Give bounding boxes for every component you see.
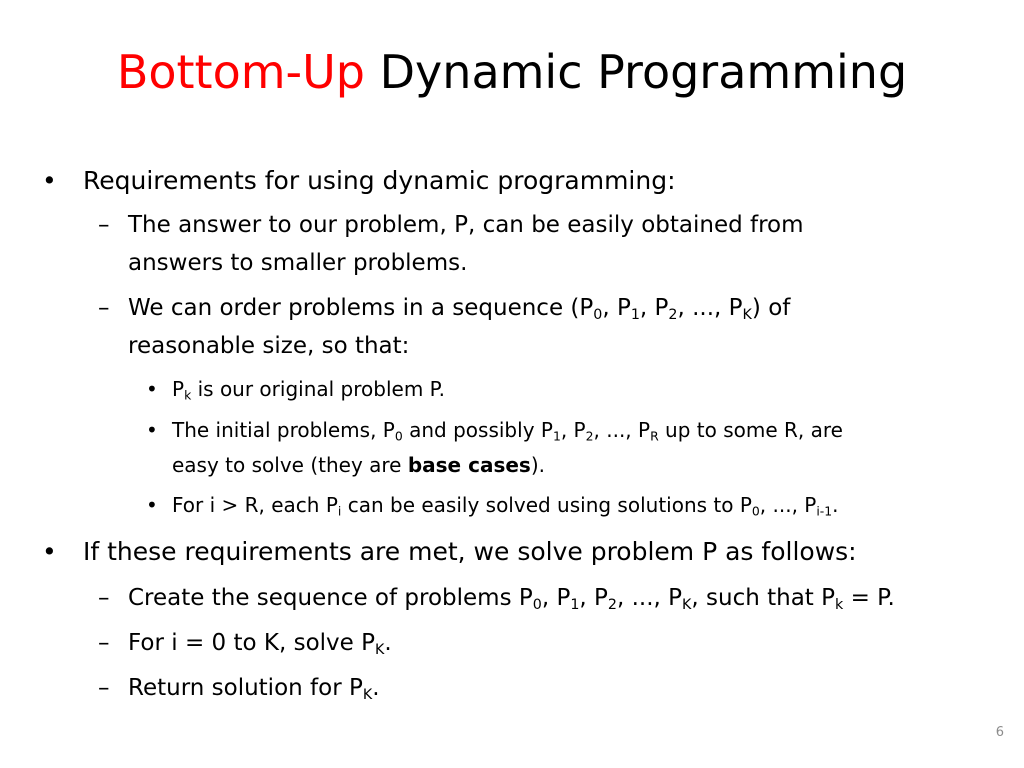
dash-bullet: – (98, 630, 110, 656)
return-solution-step: Return solution for $P_K$. (128, 675, 380, 703)
bullet-l1: • (42, 166, 57, 195)
order-line-2: reasonable size, so that: (128, 333, 410, 359)
initial-problems-line-2: easy to solve (they are base cases). (172, 453, 545, 477)
title-rest: Dynamic Programming (379, 45, 908, 99)
bullet-l3: • (146, 377, 158, 401)
dash-bullet: – (98, 295, 110, 321)
requirements-heading: Requirements for using dynamic programming: (83, 166, 676, 195)
dash-bullet: – (98, 675, 110, 701)
order-line-1: We can order problems in a sequence ($P_0$, $P_1$, $P_2$, ..., $P_K$) of (128, 295, 791, 323)
dash-bullet: – (98, 212, 110, 238)
page-number: 6 (995, 725, 1004, 740)
create-sequence-step: Create the sequence of problems $P_0$, $P_1$, $P_2$, ..., $P_K$, such that $P_k = P$. (128, 585, 895, 613)
bullet-l1: • (42, 537, 57, 566)
bullet-l3: • (146, 418, 158, 442)
bullet-l3: • (146, 493, 158, 517)
pk-original-problem: $P_k$ is our original problem P. (172, 377, 445, 403)
requirements-met-heading: If these requirements are met, we solve problem P as follows: (83, 537, 857, 566)
for-i-greater-than-r: For i > R, each $P_i$ can be easily solved using solutions to $P_0$, ..., $P_{i-1}$. (172, 493, 839, 519)
solve-loop-step: For i = 0 to K, solve $P_K$. (128, 630, 392, 658)
title-accent: Bottom-Up (116, 45, 366, 99)
initial-problems-line-1: The initial problems, $P_0$ and possibly $P_1$, $P_2$, ..., $P_R$ up to some R, are (172, 418, 843, 444)
dash-bullet: – (98, 585, 110, 611)
slide-title (0, 40, 1024, 104)
answer-line-2: answers to smaller problems. (128, 250, 468, 276)
base-cases-emphasis: base cases (407, 453, 531, 477)
answer-line-1: The answer to our problem, P, can be easily obtained from (128, 212, 804, 238)
